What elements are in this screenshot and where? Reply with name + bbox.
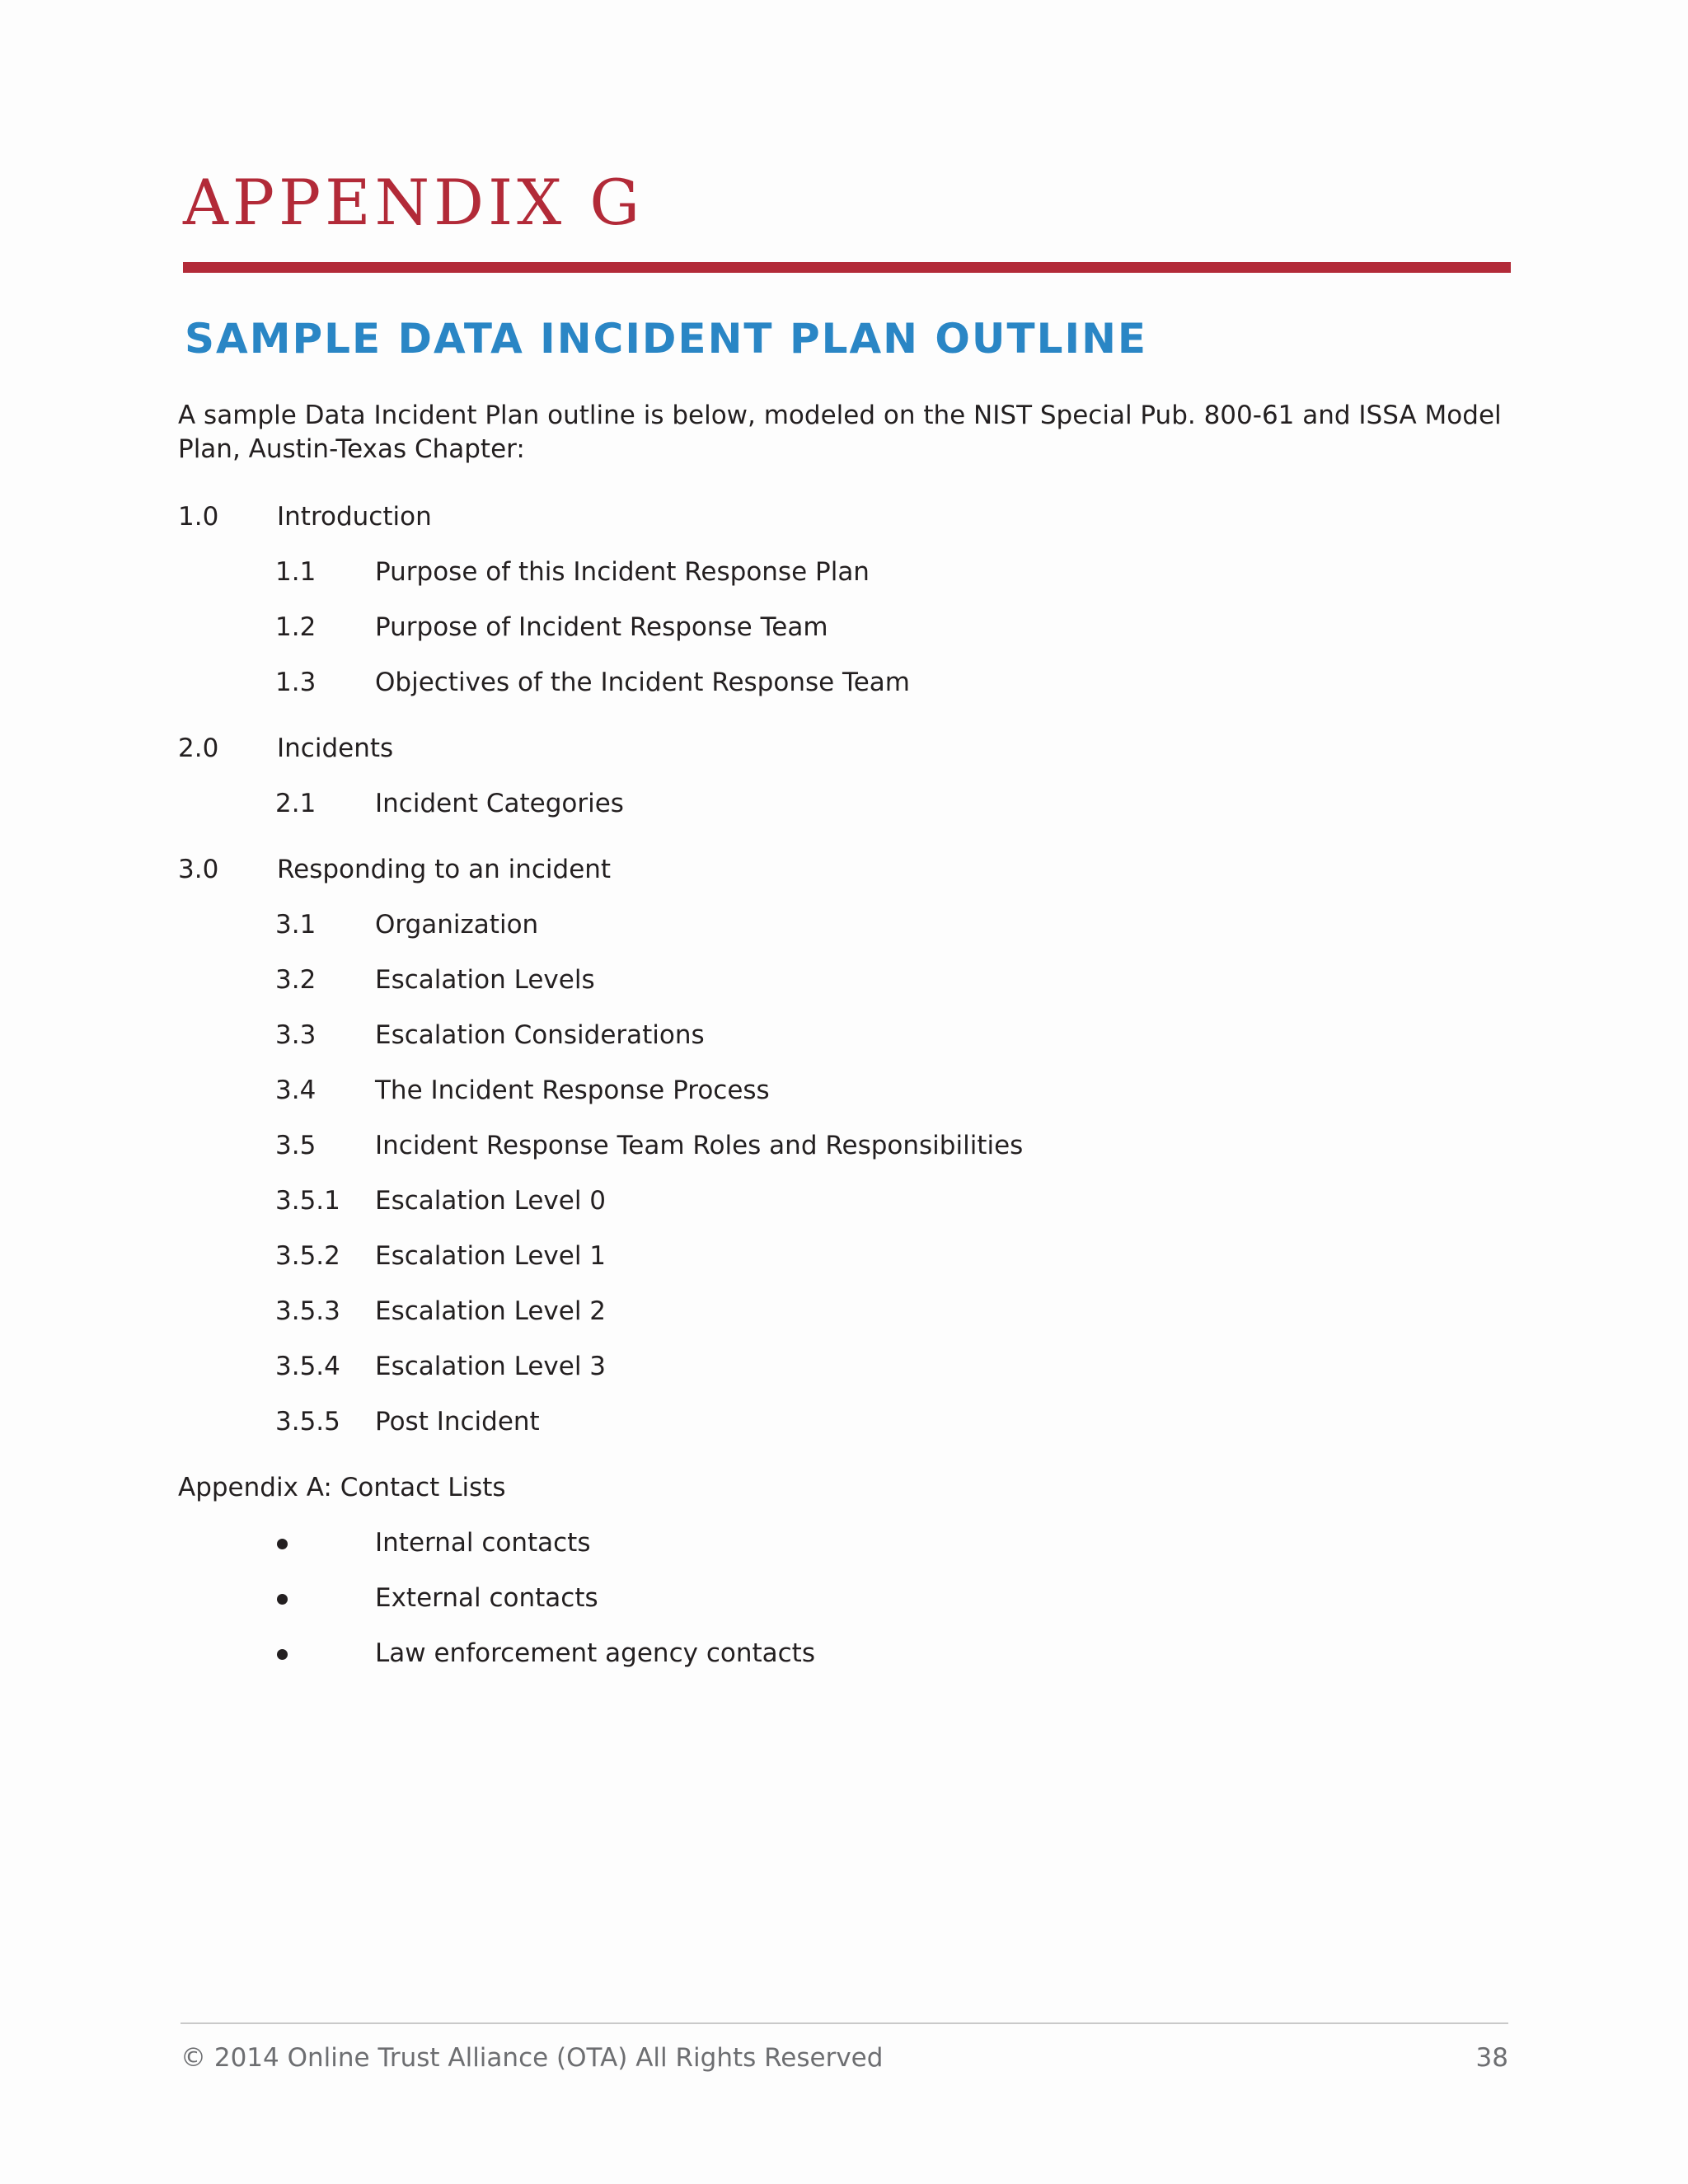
outline-text: Escalation Level 1 bbox=[375, 1241, 607, 1271]
bullet-text: Internal contacts bbox=[375, 1528, 591, 1558]
outline-number: 1.3 bbox=[275, 668, 316, 697]
outline-number: 3.5.1 bbox=[275, 1186, 340, 1216]
outline-number: 3.0 bbox=[178, 855, 219, 884]
bullet-text: Law enforcement agency contacts bbox=[375, 1638, 815, 1668]
outline-text: Purpose of Incident Response Team bbox=[375, 612, 828, 642]
outline-number: 3.5.5 bbox=[275, 1407, 340, 1436]
outline-text: Introduction bbox=[277, 502, 432, 532]
bullet-text: External contacts bbox=[375, 1583, 598, 1613]
outline-text: Escalation Considerations bbox=[375, 1020, 705, 1050]
outline-text: The Incident Response Process bbox=[375, 1076, 770, 1105]
section-heading: SAMPLE DATA INCIDENT PLAN OUTLINE bbox=[185, 315, 1148, 363]
outline-text: Objectives of the Incident Response Team bbox=[375, 668, 910, 697]
outline-number: 3.5.4 bbox=[275, 1352, 340, 1381]
outline-number: 3.2 bbox=[275, 965, 316, 995]
outline-number: 1.1 bbox=[275, 557, 316, 587]
outline-number: 2.0 bbox=[178, 733, 219, 763]
appendix-title: APPENDIX G bbox=[183, 166, 645, 239]
page-number: 38 bbox=[1475, 2043, 1508, 2073]
outline-text: Escalation Level 0 bbox=[375, 1186, 607, 1216]
outline-number: 3.5 bbox=[275, 1131, 316, 1160]
outline-text: Purpose of this Incident Response Plan bbox=[375, 557, 870, 587]
outline-number: 1.0 bbox=[178, 502, 219, 532]
outline-text: Post Incident bbox=[375, 1407, 540, 1436]
outline-text: Escalation Levels bbox=[375, 965, 595, 995]
outline-text: Escalation Level 3 bbox=[375, 1352, 607, 1381]
outline-number: 3.5.2 bbox=[275, 1241, 340, 1271]
intro-paragraph: A sample Data Incident Plan outline is below, modeled on the NIST Special Pub. 800-61 and ISSA Model Plan, Austin-Texas Chapter: bbox=[178, 401, 1502, 464]
outline-text: Incident Categories bbox=[375, 789, 624, 818]
footer-copyright: © 2014 Online Trust Alliance (OTA) All Rights Reserved bbox=[181, 2043, 884, 2073]
outline-text: Escalation Level 2 bbox=[375, 1296, 607, 1326]
outline-text: Organization bbox=[375, 910, 539, 940]
outline-text: Responding to an incident bbox=[277, 855, 612, 884]
outline-text: Incidents bbox=[277, 733, 394, 763]
outline-number: 2.1 bbox=[275, 789, 316, 818]
outline-number: 3.4 bbox=[275, 1076, 316, 1105]
outline-number: 3.5.3 bbox=[275, 1296, 340, 1326]
outline-number: 3.3 bbox=[275, 1020, 316, 1050]
bullet-icon bbox=[277, 1539, 288, 1549]
outline-number: 1.2 bbox=[275, 612, 316, 642]
outline-text: Incident Response Team Roles and Responsibilities bbox=[375, 1131, 1024, 1160]
bullet-icon bbox=[277, 1594, 288, 1605]
bullet-icon bbox=[277, 1649, 288, 1660]
outline-number: 3.1 bbox=[275, 910, 316, 940]
footer-rule bbox=[181, 2022, 1508, 2024]
appendix-a-label: Appendix A: Contact Lists bbox=[178, 1473, 506, 1502]
